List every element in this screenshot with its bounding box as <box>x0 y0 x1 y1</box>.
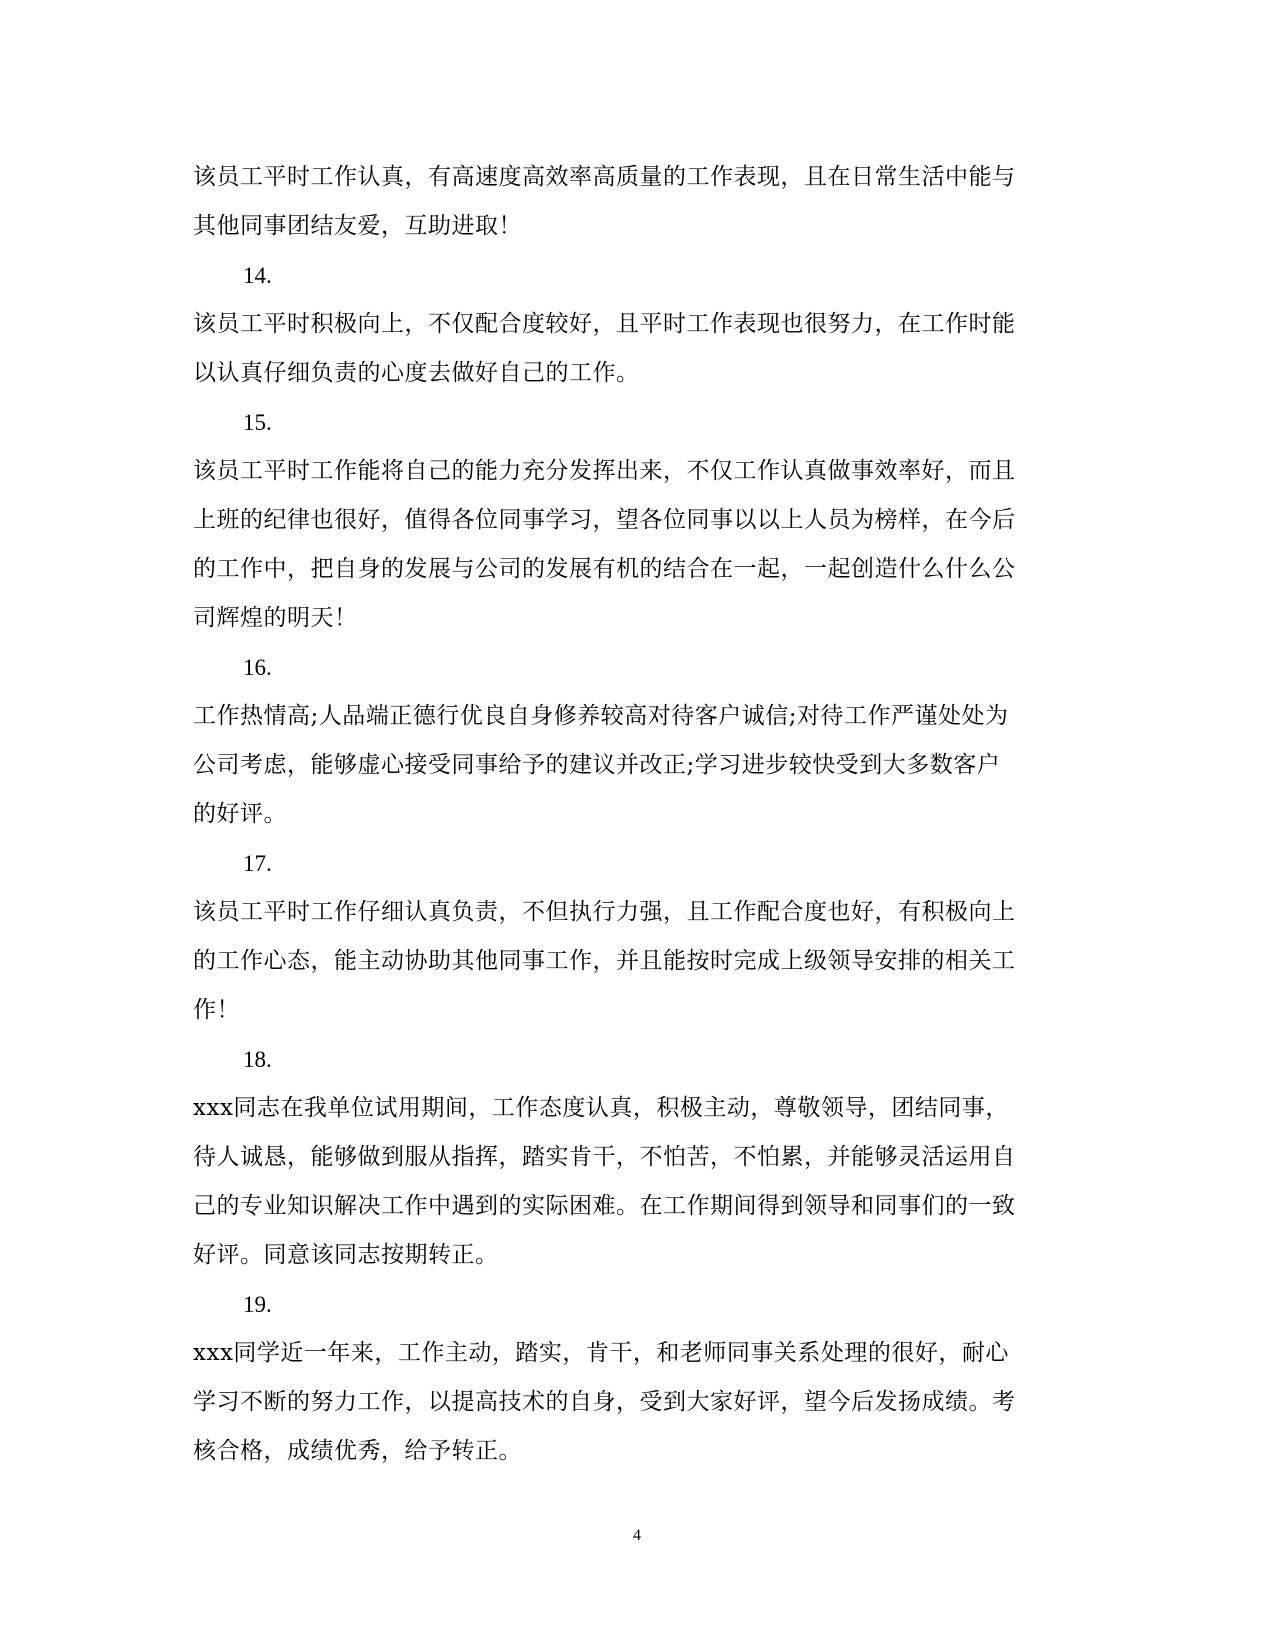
paragraph-line: 学习不断的努力工作，以提高技术的自身，受到大家好评，望今后发扬成绩。考 <box>193 1389 1016 1415</box>
paragraph-line: 核合格，成绩优秀，给予转正。 <box>193 1438 522 1464</box>
paragraph <box>193 447 1073 643</box>
paragraph-line: 该员工平时工作认真，有高速度高效率高质量的工作表现，且在日常生活中能与 <box>193 164 1016 190</box>
paragraph-line: 该员工平时工作仔细认真负责，不但执行力强，且工作配合度也好，有积极向上 <box>193 899 1016 925</box>
page-number: 4 <box>633 1527 641 1544</box>
paragraph-line: 作！ <box>193 997 240 1023</box>
paragraph-line: xxx同志在我单位试用期间，工作态度认真，积极主动，尊敬领导，团结同事， <box>193 1095 1009 1121</box>
paragraph-line: 以认真仔细负责的心度去做好自己的工作。 <box>193 360 640 386</box>
paragraph <box>193 1329 1073 1476</box>
paragraph <box>193 153 1073 251</box>
paragraph <box>193 1084 1073 1280</box>
paragraph-line: 好评。同意该同志按期转正。 <box>193 1242 499 1268</box>
paragraph-line: 的工作中，把自身的发展与公司的发展有机的结合在一起，一起创造什么什么公 <box>193 556 1016 582</box>
paragraph-line: 的工作心态，能主动协助其他同事工作，并且能按时完成上级领导安排的相关工 <box>193 948 1016 974</box>
paragraph <box>193 692 1073 839</box>
item-number: 16. <box>243 655 272 680</box>
item-number: 19. <box>243 1292 272 1317</box>
paragraph-line: 己的专业知识解决工作中遇到的实际困难。在工作期间得到领导和同事们的一致 <box>193 1193 1016 1219</box>
paragraph <box>193 300 1073 398</box>
paragraph <box>193 888 1073 1035</box>
item-number: 17. <box>243 851 272 876</box>
item-number: 15. <box>243 410 272 435</box>
paragraph-line: 该员工平时工作能将自己的能力充分发挥出来，不仅工作认真做事效率好，而且 <box>193 458 1016 484</box>
paragraph-line: 其他同事团结友爱，互助进取！ <box>193 213 522 239</box>
paragraph-line: 的好评。 <box>193 801 287 827</box>
paragraph-line: 公司考虑，能够虚心接受同事给予的建议并改正;学习进步较快受到大多数客户 <box>193 752 1001 778</box>
paragraph-line: 工作热情高;人品端正德行优良自身修养较高对待客户诚信;对待工作严谨处处为 <box>193 703 1009 729</box>
paragraph-line: xxx同学近一年来，工作主动，踏实，肯干，和老师同事关系处理的很好，耐心 <box>193 1340 1009 1366</box>
item-number: 14. <box>243 263 272 288</box>
paragraph-line: 上班的纪律也很好，值得各位同事学习，望各位同事以以上人员为榜样，在今后 <box>193 507 1016 533</box>
paragraph-line: 司辉煌的明天！ <box>193 605 358 631</box>
document-body <box>193 153 1073 1476</box>
item-number: 18. <box>243 1047 272 1072</box>
paragraph-line: 该员工平时积极向上，不仅配合度较好，且平时工作表现也很努力，在工作时能 <box>193 311 1016 337</box>
paragraph-line: 待人诚恳，能够做到服从指挥，踏实肯干，不怕苦，不怕累，并能够灵活运用自 <box>193 1144 1016 1170</box>
